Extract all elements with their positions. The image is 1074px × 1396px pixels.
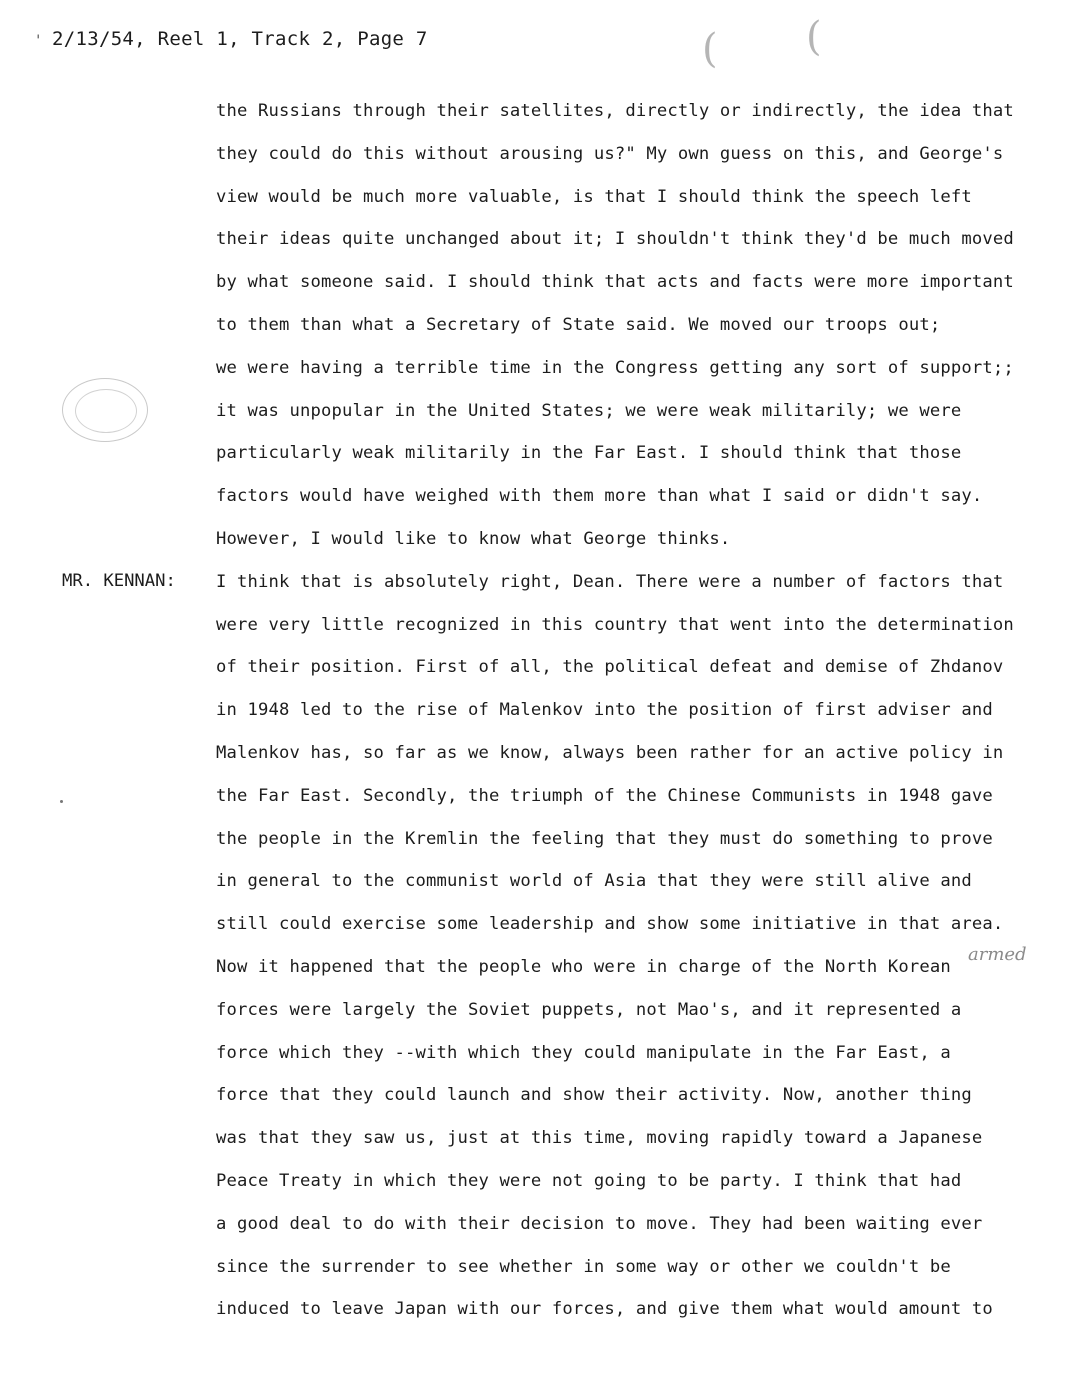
- handwritten-annotation: armed: [968, 944, 1027, 965]
- text-line: it was unpopular in the United States; we were weak militarily; we were: [216, 400, 962, 421]
- text-line: was that they saw us, just at this time, moving rapidly toward a Japanese: [216, 1128, 983, 1149]
- text-line: However, I would like to know what George thinks.: [216, 528, 731, 549]
- text-line: view would be much more valuable, is that I should think the speech left: [216, 186, 972, 207]
- text-line: in 1948 led to the rise of Malenkov into the position of first adviser and: [216, 700, 993, 721]
- text-line: particularly weak militarily in the Far East. I should think that those: [216, 443, 962, 464]
- text-line: forces were largely the Soviet puppets, not Mao's, and it represented a: [216, 999, 962, 1020]
- text-line: in general to the communist world of Asia that they were still alive and: [216, 871, 972, 892]
- text-line: the Far East. Secondly, the triumph of the Chinese Communists in 1948 gave: [216, 785, 993, 806]
- text-line: of their position. First of all, the political defeat and demise of Zhdanov: [216, 657, 1004, 678]
- page-header: 2/13/54, Reel 1, Track 2, Page 7: [52, 28, 428, 50]
- text-line: they could do this without arousing us?" My own guess on this, and George's: [216, 143, 1004, 164]
- faint-paren-mark: (: [806, 14, 822, 60]
- text-line: we were having a terrible time in the Congress getting any sort of support;;: [216, 357, 1014, 378]
- text-line: were very little recognized in this country that went into the determination: [216, 614, 1014, 635]
- faint-paren-mark: (: [702, 26, 718, 72]
- text-line: factors would have weighed with them more than what I said or didn't say.: [216, 486, 983, 507]
- library-stamp-seal: [62, 378, 148, 442]
- text-line: since the surrender to see whether in some way or other we couldn't be: [216, 1256, 951, 1277]
- text-line: Peace Treaty in which they were not going to be party. I think that had: [216, 1170, 962, 1191]
- text-line: still could exercise some leadership and show some initiative in that area.: [216, 914, 1004, 935]
- text-line: a good deal to do with their decision to move. They had been waiting ever: [216, 1213, 983, 1234]
- library-stamp-inner-ring: [75, 389, 137, 433]
- margin-tick-mark: ': [34, 33, 43, 49]
- text-line: the people in the Kremlin the feeling that they must do something to prove: [216, 828, 993, 849]
- margin-dot: [60, 800, 63, 803]
- text-line: I think that is absolutely right, Dean. There were a number of factors that: [216, 571, 1004, 592]
- text-line: induced to leave Japan with our forces, and give them what would amount to: [216, 1299, 993, 1320]
- text-line: the Russians through their satellites, directly or indirectly, the idea that: [216, 101, 1014, 121]
- text-line: by what someone said. I should think that acts and facts were more important: [216, 272, 1014, 293]
- text-line: force which they --with which they could manipulate in the Far East, a: [216, 1042, 951, 1063]
- text-line: force that they could launch and show their activity. Now, another thing: [216, 1085, 972, 1106]
- text-line: their ideas quite unchanged about it; I shouldn't think they'd be much moved: [216, 229, 1014, 250]
- text-line: Now it happened that the people who were in charge of the North Korean: [216, 956, 951, 977]
- transcript-body: [216, 90, 1056, 1331]
- text-line: Malenkov has, so far as we know, always been rather for an active policy in: [216, 742, 1004, 763]
- text-line: to them than what a Secretary of State said. We moved our troops out;: [216, 314, 941, 335]
- speaker-label: MR. KENNAN:: [62, 571, 176, 591]
